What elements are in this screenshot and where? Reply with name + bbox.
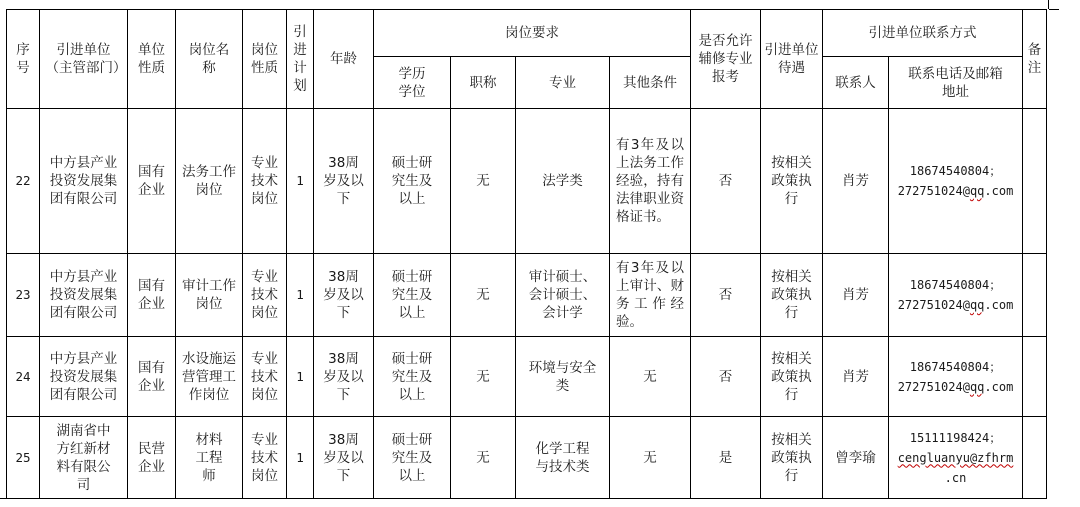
table-row [7, 417, 1047, 499]
header-contact-info: 联系电话及邮箱地址 [889, 57, 1023, 109]
cell-contact-info: 18674540804； 272751024@qq.com [889, 337, 1023, 417]
cell-post-name: 水设施运营管理工作岗位 [176, 337, 243, 417]
cell-remark [1023, 417, 1047, 499]
cell-post-nature: 专业技术岗位 [243, 254, 287, 337]
cell-major: 化学工程与技术类 [516, 417, 610, 499]
cell-unit-nature: 民营企业 [128, 417, 176, 499]
cell-age: 38周岁及以下 [314, 337, 374, 417]
cell-seq: 22 [7, 109, 40, 254]
cell-minor: 否 [691, 109, 761, 254]
header-minor: 是否允许辅修专业报考 [691, 10, 761, 109]
cell-treatment: 按相关政策执行 [761, 337, 823, 417]
cell-post-nature: 专业技术岗位 [243, 337, 287, 417]
cell-degree: 硕士研究生及以上 [374, 254, 451, 337]
cell-minor: 否 [691, 337, 761, 417]
cell-age: 38周岁及以下 [314, 254, 374, 337]
cell-post-nature: 专业技术岗位 [243, 109, 287, 254]
cell-plan: 1 [287, 337, 314, 417]
cell-plan: 1 [287, 109, 314, 254]
cell-title: 无 [451, 417, 516, 499]
cell-degree: 硕士研究生及以上 [374, 337, 451, 417]
header-unit-nature: 单位性质 [128, 10, 176, 109]
cell-contact-info: 15111198424； cengluanyu@zfhrm .cn [889, 417, 1023, 499]
cell-minor: 是 [691, 417, 761, 499]
header-treatment: 引进单位待遇 [761, 10, 823, 109]
table-row [7, 254, 1047, 337]
cell-unit: 中方县产业投资发展集团有限公司 [40, 109, 128, 254]
header-row-1 [7, 10, 1047, 57]
cell-title: 无 [451, 109, 516, 254]
cell-degree: 硕士研究生及以上 [374, 417, 451, 499]
cell-title: 无 [451, 337, 516, 417]
cell-remark [1023, 109, 1047, 254]
cell-plan: 1 [287, 417, 314, 499]
header-contact-person: 联系人 [823, 57, 889, 109]
header-seq: 序号 [7, 10, 40, 109]
header-req-title: 职称 [451, 57, 516, 109]
recruitment-table [6, 9, 1047, 499]
cell-plan: 1 [287, 254, 314, 337]
cell-major: 环境与安全类 [516, 337, 610, 417]
cell-contact-person: 曾孪瑜 [823, 417, 889, 499]
cell-treatment: 按相关政策执行 [761, 254, 823, 337]
cell-unit-nature: 国有企业 [128, 109, 176, 254]
cell-post-nature: 专业技术岗位 [243, 417, 287, 499]
header-post-nature: 岗位性质 [243, 10, 287, 109]
cell-contact-person: 肖芳 [823, 254, 889, 337]
cell-unit: 湖南省中方红新材料有限公司 [40, 417, 128, 499]
cell-unit: 中方县产业投资发展集团有限公司 [40, 254, 128, 337]
cell-degree: 硕士研究生及以上 [374, 109, 451, 254]
header-post-name: 岗位名称 [176, 10, 243, 109]
header-remark: 备注 [1023, 10, 1047, 109]
cell-title: 无 [451, 254, 516, 337]
header-req-degree: 学历学位 [374, 57, 451, 109]
header-req-other: 其他条件 [610, 57, 691, 109]
recruitment-table-sheet [6, 9, 1047, 499]
header-req-major: 专业 [516, 57, 610, 109]
cell-unit-nature: 国有企业 [128, 337, 176, 417]
cell-contact-info: 18674540804； 272751024@qq.com [889, 109, 1023, 254]
cell-contact-person: 肖芳 [823, 109, 889, 254]
cell-post-name: 法务工作岗位 [176, 109, 243, 254]
table-row [7, 337, 1047, 417]
cell-treatment: 按相关政策执行 [761, 417, 823, 499]
cell-post-name: 审计工作岗位 [176, 254, 243, 337]
cell-contact-person: 肖芳 [823, 337, 889, 417]
cell-other: 有3年及以上法务工作经验，持有法律职业资格证书。 [610, 109, 691, 254]
cell-major: 审计硕士、会计硕士、会计学 [516, 254, 610, 337]
cell-other: 无 [610, 417, 691, 499]
cell-age: 38周岁及以下 [314, 417, 374, 499]
cell-treatment: 按相关政策执行 [761, 109, 823, 254]
cell-unit-nature: 国有企业 [128, 254, 176, 337]
cell-other: 无 [610, 337, 691, 417]
table-row [7, 109, 1047, 254]
header-contact-group: 引进单位联系方式 [823, 10, 1023, 57]
cell-unit: 中方县产业投资发展集团有限公司 [40, 337, 128, 417]
cell-seq: 24 [7, 337, 40, 417]
cell-other: 有3年及以上审计、财务工作经验。 [610, 254, 691, 337]
header-unit: 引进单位（主管部门） [40, 10, 128, 109]
header-age: 年龄 [314, 10, 374, 109]
cell-minor: 否 [691, 254, 761, 337]
cell-remark [1023, 337, 1047, 417]
cell-seq: 23 [7, 254, 40, 337]
cell-post-name: 材料工程师 [176, 417, 243, 499]
header-plan: 引进计划 [287, 10, 314, 109]
cell-contact-info: 18674540804； 272751024@qq.com [889, 254, 1023, 337]
header-requirements: 岗位要求 [374, 10, 691, 57]
cell-seq: 25 [7, 417, 40, 499]
cell-remark [1023, 254, 1047, 337]
cell-age: 38周岁及以下 [314, 109, 374, 254]
cell-major: 法学类 [516, 109, 610, 254]
